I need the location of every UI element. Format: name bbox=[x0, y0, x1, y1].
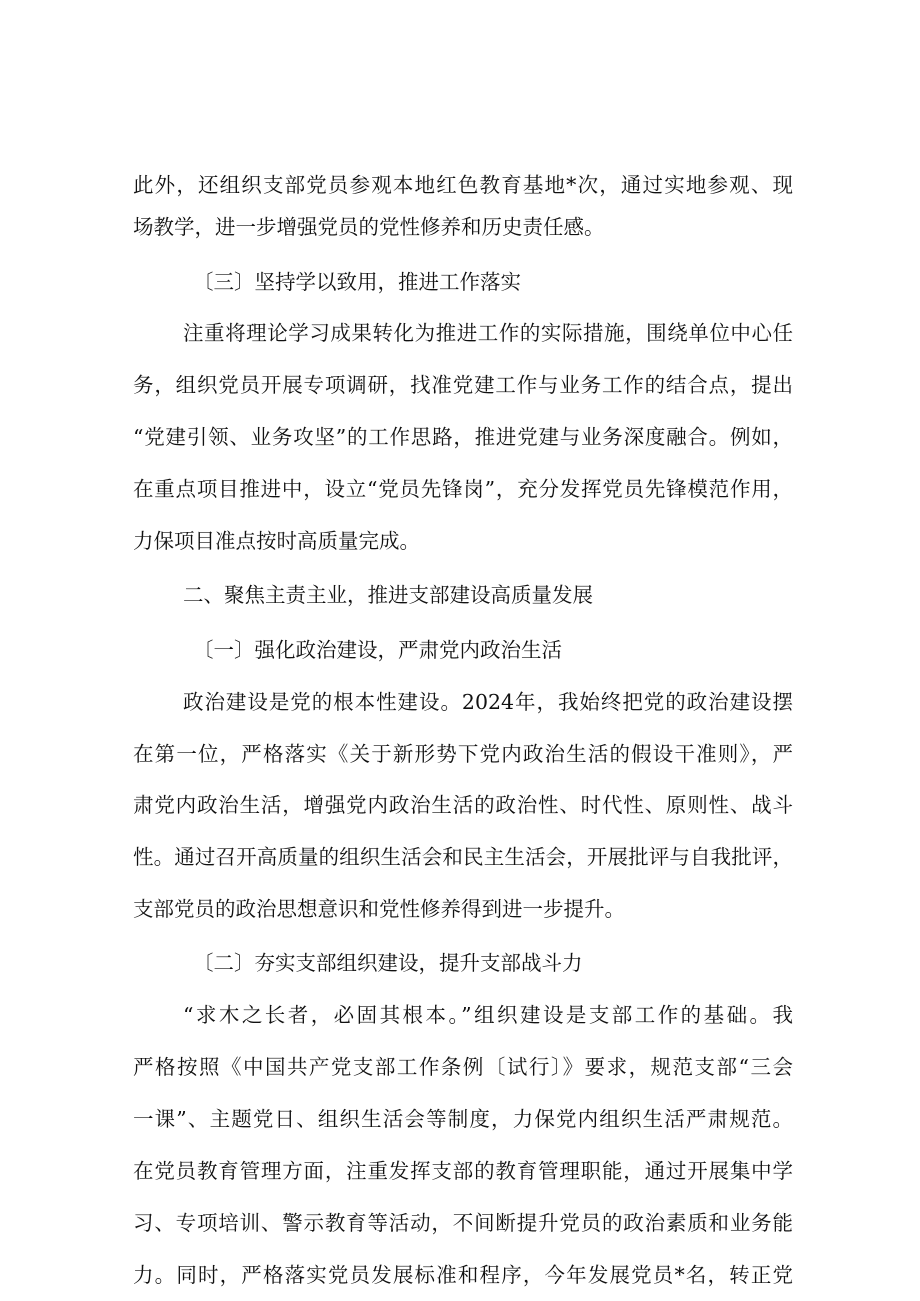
body-text-line: 严格按照《中国共产党支部工作条例〔试行〕》要求，规范支部“三会 bbox=[133, 1055, 793, 1079]
body-text-line: “党建引领、业务攻坚”的工作思路，推进党建与业务深度融合。例如， bbox=[133, 425, 793, 449]
body-text-line: 力保项目准点按时高质量完成。 bbox=[133, 529, 420, 553]
body-text-line: 此外，还组织支部党员参观本地红色教育基地*次，通过实地参观、现 bbox=[133, 173, 793, 197]
body-text-line: 务，组织党员开展专项调研，找准党建工作与业务工作的结合点，提出 bbox=[133, 373, 793, 397]
body-text-line: 力。同时，严格落实党员发展标准和程序，今年发展党员*名，转正党 bbox=[133, 1263, 793, 1287]
body-text-line: 性。通过召开高质量的组织生活会和民主生活会，开展批评与自我批评， bbox=[133, 845, 793, 869]
body-text-line: 在第一位，严格落实《关于新形势下党内政治生活的假设干准则》，严 bbox=[133, 742, 793, 766]
body-text-line: 支部党员的政治思想意识和党性修养得到进一步提升。 bbox=[133, 897, 625, 921]
subsection-heading: 〔一〕强化政治建设，严肃党内政治生活 bbox=[193, 638, 562, 662]
body-text-line: 在重点项目推进中，设立“党员先锋岗”，充分发挥党员先锋模范作用， bbox=[133, 477, 793, 501]
body-text-line: “求木之长者，必固其根本。”组织建设是支部工作的基础。我 bbox=[183, 1003, 793, 1027]
subsection-heading: 〔二〕夯实支部组织建设，提升支部战斗力 bbox=[193, 951, 583, 975]
body-text-line: 一课”、主题党日、组织生活会等制度，力保党内组织生活严肃规范。 bbox=[133, 1107, 793, 1131]
body-text-line: 习、专项培训、警示教育等活动，不间断提升党员的政治素质和业务能 bbox=[133, 1211, 793, 1235]
body-text-line: 注重将理论学习成果转化为推进工作的实际措施，围绕单位中心任 bbox=[183, 321, 793, 345]
subsection-heading: 〔三〕坚持学以致用，推进工作落实 bbox=[193, 270, 521, 294]
body-text-line: 肃党内政治生活，增强党内政治生活的政治性、时代性、原则性、战斗 bbox=[133, 793, 793, 817]
body-text-line: 场教学，进一步增强党员的党性修养和历史责任感。 bbox=[133, 215, 605, 239]
body-text-line: 政治建设是党的根本性建设。2024年，我始终把党的政治建设摆 bbox=[183, 690, 793, 714]
body-text-line: 在党员教育管理方面，注重发挥支部的教育管理职能，通过开展集中学 bbox=[133, 1159, 793, 1183]
section-heading: 二、聚焦主责主业，推进支部建设高质量发展 bbox=[183, 583, 593, 607]
